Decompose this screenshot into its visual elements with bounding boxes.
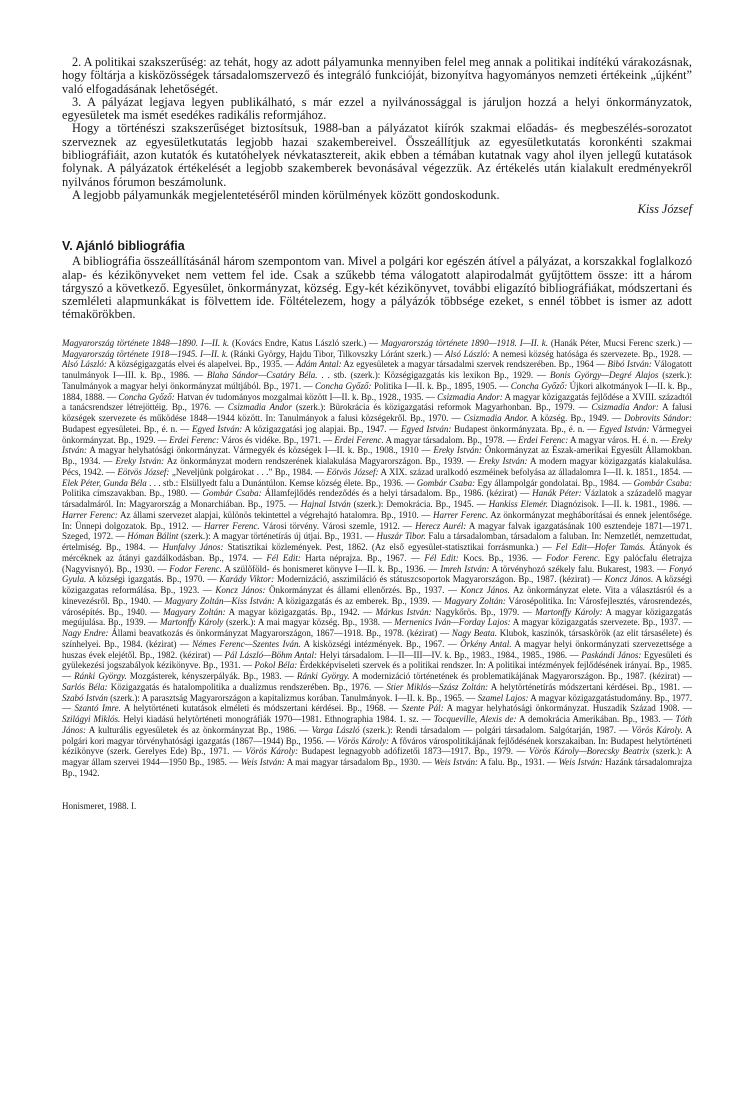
bibliography-author: Csizmadia Andor. [460,413,529,423]
bibliography-author: Szamel Lajos: [475,692,529,703]
bibliography-title: Átányok és mércéknek az átányi gazdálkodásban. Bp., 1974. — [62,542,693,563]
bibliography-title: Modernizáció, asszimiláció és státuszcsoportok Magyarországon. Bp., 1987. (kézirat) — [274,574,602,585]
bibliography-title: A magyar helyhatósági önkormányzat. Huszadik Század 1908. — [443,703,692,714]
bibliography-title: (Ránki György, Hajdu Tibor, Tilkovszky Lóránt szerk.) — [228,348,443,359]
bibliography-author: Weis István: [431,757,479,767]
bibliography-title: (szerk.): A mai magyar község. Bp., 1938. — [223,617,392,628]
bibliography-author: Eötvös József: [324,466,379,477]
bibliography-author: Pokol Béla: [251,660,298,671]
bibliography-title: A falu. Bp., 1931. — [478,757,557,767]
bibliography-title: Vázlatok a századelő magyar társadalmáról. In: Magyarország a Monarchiában. Bp., 1975. — [62,488,693,509]
bibliography-author: Pál László—Böhm Antal: [221,649,318,660]
bibliography-title: Statisztikai közlemények. Pest, 1862. (Az első egyesület-statisztikai forrásmunka.) — [223,542,552,552]
bibliography-title: Államfejlődés rendeződés és a helyi társadalom. Bp., 1986. (kézirat) — [261,488,530,499]
bibliography-title: Város és vidéke. Bp., 1971. — [219,434,333,445]
bibliography-title: (szerk.): Demokrácia. Bp., 1945. — [350,499,486,509]
bibliography-author: Csizmadia Andor: [587,402,659,413]
bibliography-author: Erdei Ferenc: [515,434,569,445]
bibliography-author: Vörös Károly: [241,746,299,757]
bibliography-title: A közigazgatási jog alapjai. Bp., 1947. — [242,423,399,434]
bibliography-author: Ránki György. [71,671,127,681]
bibliography-title: A főváros várospolitikájának fejlődésének korszakaiban. In: Budapest helytörténeti kézikönyve (szerk. Gerelyes Ede) Bp., 1971. — [62,735,692,757]
bibliography-author: Fél Edit: [419,552,459,563]
bibliography-title: Budapest legnagyobb adófizetői 1873—1917. Bp., 1979. — [298,746,526,757]
bibliography-author: Blaha Sándor—Csatáry Béla. [202,370,318,380]
bibliography-title: A demokrácia Amerikában. Bp., 1983. — [516,714,673,724]
bibliography-author: Paskándi János: [578,649,642,660]
bibliography-intro: A bibliográfia összeállításánál három szempontom van. Mivel a polgári kor egészén átível a pályázat, a korszakkal foglalkozó alap- és kézikönyveket nem vettem fel ide. Csak a szűkebb téma válogatott alapirodalmát gyűjtöttem össze: itt a három tárgyszó a következő. Egyesület, önkormányzat, község. Egy-két kézikönyvet, további eligazító bibliográfiákat, módszertani és szemléleti alapmunkákat is fölvettem ide. Föltételezem, hogy a pályázók többsége ezeket, s ennél többet is ismer az adott témakörökben. [62,254,692,322]
page-content [62,56,692,812]
bibliography-author: Magyary Zoltán: [441,595,506,606]
bibliography-author: Fodor Ferenc. [166,563,222,574]
bibliography-author: Némes Ferenc—Szentes Iván. [188,638,301,649]
bibliography-author: Örkény Antal. [456,638,512,649]
bibliography-author: Harrer Ferenc. [430,509,489,520]
bibliography-list [62,338,692,779]
author-signature: Kiss József [637,202,692,217]
bibliography-title: Kocs. Bp., 1936. — [458,552,542,563]
bibliography-author: Csizmadia Andor [223,402,292,413]
bibliography-title: Városi törvény. Városi szemle, 1912. — [259,520,412,531]
bibliography-author: Tocqueville, Alexis de: [430,714,517,724]
bibliography-title: Hazánk társadalomrajza Bp., 1942. [62,757,692,778]
bibliography-title: A magyar közigazgatás szervezete. Bp., 1937. — [510,617,692,628]
bibliography-title: A közigazgatás és az emberek. Bp., 1939. — [274,595,442,606]
bibliography-title: (Kovács Endre, Katus László szerk.) — [229,337,379,348]
bibliography-author: Hóman Bálint [124,531,179,542]
bibliography-title: A kulturális egyesületek és az önkormányzat Bp., 1986. — [86,724,309,735]
bibliography-title: Városépolitika. In: Városfejlesztés, városrendezés, városépítés. Bp., 1940. — [62,595,693,617]
bibliography-author: Karády Viktor: [216,574,275,585]
bibliography-author: Koncz János: [211,585,266,595]
bibliography-author: Magyary Zoltán: [159,606,226,617]
bibliography-title: Az állami szervezet alapjai, különös tekintettel a végrehajtó hatalomra. Bp., 1910. — [117,509,431,520]
bibliography-title: . . stb. (szerk.): Községigazgatás kis lexikon Bp., 1929. — [317,370,547,380]
bibliography-title: A magyar helyhatósági önkormányzat. Vármegyék és községek I—II. k. Bp., 1908., 1910 — [87,445,431,456]
bibliography-author: Dobrovits Sándor: [621,413,692,423]
bibliography-title: Falu a társadalomban, társadalom a faluban. In: Nemzetlét, nemzettudat, értelmiség. Bp., 1984. — [62,531,692,552]
bibliography-author: Herecz Aurél: [411,520,467,531]
bibliography-title: A magyar helyi önkormányzati szervezettsége a huszas évek elejétől. Bp., 1982. (kézirat) — [62,638,693,660]
bibliography-author: Szabó István [62,692,108,703]
bibliography-title: A községigazgatás elvei és alapelvei. Bp., 1935. — [106,359,294,370]
bibliography-author: Koncz János. [601,574,654,585]
bibliography-author: Imreh István: [437,563,490,574]
bibliography-title: (szerk.): A magyar állam szervei 1944—1950 Bp., 1985. — [62,746,693,767]
bibliography-author: Erdei Ferenc. [332,434,384,445]
bibliography-author: Magyarország története 1918—1945. I—II. k. [62,348,229,359]
bibliography-title: A szülőföld- és honismeret könyve I—II. k. Bp., 1936. — [222,563,438,574]
source-footer: Honismeret, 1988. I. [62,800,137,811]
bibliography-title: Közigazgatás és hatalompolitika a dualizmus rendszerében. Bp., 1976. — [107,681,384,692]
bibliography-title: Az önkormányzat modern rendszerének kialakulása Magyarországon. Bp., 1939. — [164,456,476,466]
bibliography-author: Vörös Károly. [628,724,683,735]
bibliography-author: Koncz János. [456,585,510,595]
bibliography-author: Huszár Tibor. [373,531,426,542]
bibliography-title: (szerk.): Tanulmányok a magyar helyi önkormányzat múltjából. Bp., 1971. — [62,370,692,391]
bibliography-title: „Neveljünk polgárokat . . .ˮ Bp., 1984. — [169,466,325,477]
bibliography-title: (szerk.): Rendi társadalom — polgári társadalom. Salgótarján, 1987. — [359,724,629,735]
bibliography-author: Nagy Endre: [62,628,109,638]
bibliography-title: A helytörténeti kutatások elméleti és módszertani kérdései. Bp., 1968. — [120,703,399,714]
bibliography-title: A magyar közigazgatás. Bp., 1942. — [225,606,373,617]
bibliography-title: Diagnózisok. I—II. k. 1981., 1986. — [547,499,693,509]
bibliography-author: Vörös Károly: [334,735,390,746]
bibliography-title: A falusi községek szervezete és működése 1848—1944 között. In: Tanulmányok a falusi községekről. Bp., 1970. — [62,402,692,423]
bibliography-title: Nagykőrös. Bp., 1979. — [431,606,532,617]
bibliography-author: Concha Győző: [312,380,372,391]
bibliography-author: Ereky István: [475,456,528,466]
bibliography-title: A mai magyar társadalom Bp., 1930. — [284,757,432,767]
paragraph-publishing: A legjobb pályamunkák megjelentetéséről minden körülmények között gondoskodunk. [72,187,500,202]
bibliography-title: (Hanák Péter, Mucsi Ferenc szerk.) — [548,337,693,348]
bibliography-author: Gombár Csaba: [414,477,476,488]
bibliography-title: Önkormányzat az Észak-amerikai Egyesült Államokban. Bp., 1934. — [62,445,692,466]
bibliography-title: Az önkormányzat megháborításai és ennek jelentősége. In: Ünnepi dolgozatok. Bp., 1912. — [62,509,692,531]
bibliography-title: Harta néprajza. Bp., 1967. — [300,552,420,563]
bibliography-title: A XIX. század uralkodó eszméinek befolyása az álladalomra I—II. k. 1851., 1854. — [378,466,692,477]
bibliography-author: Nagy Beata. [449,628,497,638]
bibliography-author: Martonffy Károly: [531,606,603,617]
bibliography-title: A helytörténetírás módszertani kérdései. Bp., 1981. — [488,681,692,692]
bibliography-title: A magyar közigazgatás fejlődése a XVIII. századtól a tanácsrendszer létrejöttéig. Bp., 1976. — [62,391,693,413]
bibliography-title: A község. Bp., 1949. — [528,413,622,423]
bibliography-title: Újkori alkotmányok I—II. k. Bp., 1884, 1888. — [62,380,693,402]
bibliography-author: Ereky István: [430,445,482,456]
bibliography-title: Állami beavatkozás és önkormányzat Magyarországon, 1867—1918. Bp., 1978. (kézirat) — [108,628,450,638]
bibliography-author: Vörös Károly—Borecsky Beatrix [525,746,650,757]
bibliography-author: Ereky István: [112,456,165,466]
bibliography-author: Egyed István: [189,423,243,434]
bibliography-author: Weis István: [238,757,285,767]
section-heading: V. Ajánló bibliográfia [62,239,185,254]
bibliography-title: (szerk.): A parasztság Magyarországon a kapitalizmus korában. Tanulmányok. I—II. k. Bp., 1965. — [107,692,476,703]
bibliography-author: Magyarország története 1848—1890. I—II. k. [62,337,230,348]
bibliography-author: Sarlós Béla: [62,681,108,692]
bibliography-title: A magyar társadalom. Bp., 1978. — [383,434,516,445]
bibliography-title: Helyi társadalom. I—II—III—IV. k. Bp., 1983., 1984., 1985., 1986. — [317,649,579,660]
bibliography-title: Az önkormányzat elete. Vita a választásról és a kinevezésről. Bp., 1940. — [62,585,693,606]
paragraph-publication: 3. A pályázat legjava legyen publikálható, s már ezzel a nyilvánossággal is járuljon hozzá a helyi önkormányzatok, egyesületek ma ismét esedékes radikális reformjához. [62,94,692,123]
bibliography-author: Harrer Ferenc: [62,509,118,520]
bibliography-title: (szerk.): A magyar történetírás új útjai. Bp., 1931. — [178,531,374,542]
paragraph-political-professionalism: 2. A politikai szakszerűség: az tehát, hogy az adott pályamunka mennyiben felel meg annak a politikai indítékú várakozásnak, hogy föltárja a kisközösségek társadalomszervező és integráló funkcióját, bizonyítva hagyományos nemzeti értékeink „újkéntˮ való elfogadásának lehetőségét. [62,55,692,96]
bibliography-title: Egyesületi és gyülekezési jogszabályok kézikönyve. Bp., 1931. — [62,649,692,671]
bibliography-title: A magyar falvak igazgatásának 100 esztendeje 1871—1971. Szeged, 1972. — [62,520,692,542]
bibliography-title: Vármegyei önkormányzat. Bp., 1929. — [62,423,692,445]
bibliography-title: Budapest egyesületei. Bp., é. n. — [62,423,190,434]
bibliography-author: Hankiss Elemér. [485,499,548,509]
bibliography-title: Helyi kiadású helytörténeti monográfiák 1970—1981. Ethnographia 1984. 1. sz. — [120,714,431,724]
bibliography-author: Bonis György—Degré Alajos [546,370,659,380]
bibliography-title: A modernizáció történetének és problematikájának Magyarországon. Bp., 1987. (kézirat) — [349,671,693,681]
bibliography-author: Szantó Imre. [71,703,121,714]
bibliography-author: Fonyó Gyula. [62,563,692,585]
bibliography-author: Varga László [308,724,360,735]
bibliography-title: Egy palócfalu életrajza (Nagyvisnyó). Bp., 1930. — [62,552,693,574]
bibliography-title: A magyar közigazgatás megújulása. Bp., 1939. — [62,606,692,628]
bibliography-author: Szente Pál: [398,703,444,714]
bibliography-title: Politika címszavakban. Bp., 1980. — [62,488,200,499]
bibliography-author: Fel Edit—Hofer Tamás. [551,542,646,552]
bibliography-title: Az egyesületek a magyar társadalmi szervek rendszerében. Bp., 1964 — [341,359,606,370]
bibliography-title: A törvényhozó székely falu. Bukarest, 1983. — [489,563,667,574]
bibliography-author: Egyed István: [596,423,650,434]
bibliography-title: Válogatott tanulmányok I—III. k. Bp., 1986. — [62,359,692,380]
bibliography-author: Alsó László: [442,348,491,359]
bibliography-author: Harrer Ferenc. [200,520,260,531]
bibliography-title: Önkormányzat és állami ellenőrzés. Bp., 1937. — [265,585,457,595]
bibliography-author: Concha Győző: [508,380,568,391]
bibliography-author: Martonffy Károly [157,617,224,628]
bibliography-author: Stier Miklós—Szász Zoltán: [383,681,489,692]
bibliography-author: Hunfalvy János: [158,542,224,552]
bibliography-title: A magyar város. H. é. n. — [568,434,670,445]
bibliography-title: A magyar közigazgatástudomány. Bp., 1977. — [62,692,692,714]
bibliography-title: Mozgásterek, kényszerpályák. Bp., 1983. — [126,671,294,681]
paragraph-professionalism: Hogy a történészi szakszerűséget biztosítsuk, 1988-ban a pályázatot kiírók szakmai előadás- és megbeszélés-sorozatot szerveznek az egyesületkutatás legjobb hazai szakembereivel. Összeállítjuk az egyesületkutatás koronkénti szakmai bibliográfiáit, azon kutatók és kutatóhelyek névkatasztereit, akik ebben a témában kutatnak vagy ahol ilyen jellegű kutatások folynak. A pályázatok értékelését a legjobb szakemberek bevonásával végezzük. Az értékelés után kialakult eredményekről nyilvános fórumon beszámolunk. [62,121,692,189]
bibliography-title: Politika I—II. k. Bp., 1895, 1905. — [371,380,509,391]
bibliography-author: Márkus István: [372,606,432,617]
bibliography-title: . . . stb.: Elsüllyedt falu a Dunántúlon. Kemse község élete. Bp., 1936. — [146,477,415,488]
bibliography-author: Weis István: [556,757,603,767]
bibliography-title: A kisközségi intézmények. Bp., 1967. — [300,638,457,649]
bibliography-title: A nemesi község hatósága és szervezete. Bp., 1928. — [490,348,693,359]
bibliography-author: Eötvös József: [114,466,170,477]
bibliography-author: Ránki György. [293,671,350,681]
bibliography-author: Alsó László: [62,359,107,370]
bibliography-author: Gombár Csaba: [631,477,692,488]
bibliography-author: Gombár Csaba: [199,488,262,499]
bibliography-author: Fodor Ferenc. [541,552,601,563]
bibliography-title: A modern magyar közigazgatás kialakulása. Pécs, 1942. — [62,456,692,477]
bibliography-author: Ádám Antal: [293,359,342,370]
bibliography-author: Csizmadia Andor: [434,391,503,402]
bibliography-title: A községi igazgatás. Bp., 1970. — [86,574,217,585]
bibliography-author: Hajnal István [297,499,351,509]
bibliography-title: (szerk.): Bürokrácia és közigazgatási reformok Magyarhonban. Bp., 1979. — [292,402,588,413]
bibliography-author: Szilágyi Miklós. [62,714,121,724]
bibliography-author: Magyarország története 1890—1918. I—II. k. [378,337,549,348]
bibliography-title: Egy állampolgár gondolatai. Bp., 1984. — [475,477,632,488]
bibliography-author: Hanák Péter: [529,488,582,499]
bibliography-author: Bibó István: [605,359,652,370]
bibliography-title: A polgári kori magyar törvényhatósági igazgatás (1867—1944) Bp., 1956. — [62,724,692,746]
bibliography-title: Hatvan év tudományos mozgalmai között I—II. k. Bp., 1928., 1935. — [174,391,435,402]
bibliography-author: Mernenics Iván—Forday Lajos: [391,617,511,628]
bibliography-title: Budapest önkormányzata. Bp., é. n. — [451,423,597,434]
bibliography-title: Klubok, kaszinók, társaskörök (az elit társasélete) és színhelyei. Bp., 1984. (kézirat) — [62,628,692,649]
bibliography-author: Egyed István: [398,423,452,434]
bibliography-author: Fél Edit: [262,552,301,563]
bibliography-title: A községi közigazgatas reformálása. Bp., 1923. — [62,574,692,595]
bibliography-author: Erdei Ferenc: [166,434,220,445]
bibliography-author: Concha Győző: [116,391,175,402]
bibliography-author: Tóth János: [62,714,692,735]
bibliography-author: Ereky István: [62,434,693,456]
bibliography-title: Érdekképviseleti szervek és a politikai rendszer. In: A politikai intézmények fejlődésének irányai. Bp., 1985. — [62,660,693,681]
bibliography-author: Elek Péter, Gunda Béla [62,477,147,488]
bibliography-author: Magyary Zoltán—Kiss István: [162,595,275,606]
